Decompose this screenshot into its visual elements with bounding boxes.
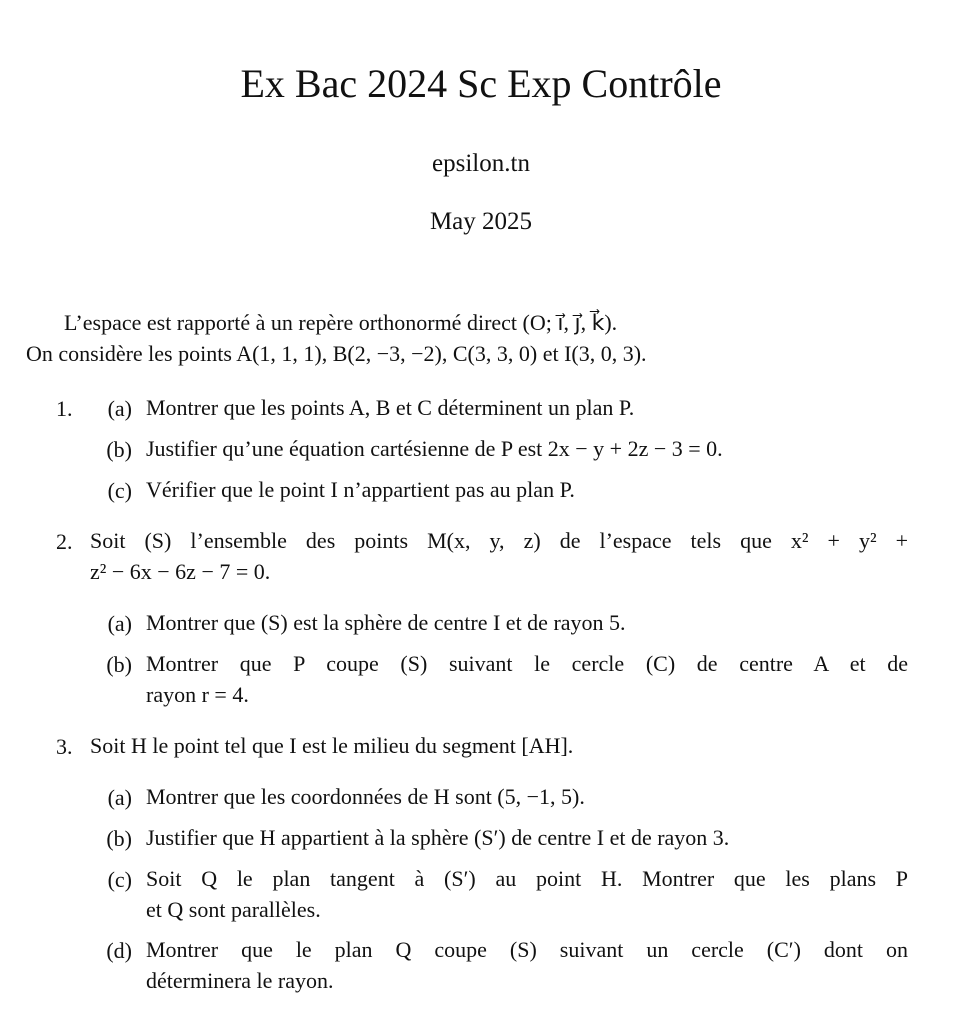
q2-a-label: (a) — [107, 611, 132, 636]
q2-b-text-line-2: rayon r = 4. — [146, 682, 249, 707]
q1-c-text: Vérifier que le point I n’appartient pas au plan P. — [146, 477, 575, 502]
q3-a-label: (a) — [107, 785, 132, 810]
q2-stem-line-2: z² − 6x − 6z − 7 = 0. — [90, 559, 271, 584]
document-author: epsilon.tn — [432, 150, 530, 177]
q1-a-text: Montrer que les points A, B et C déterminent un plan P. — [146, 395, 635, 420]
q3-d-label: (d) — [106, 938, 132, 963]
q3-c-text-line-2: et Q sont parallèles. — [146, 897, 321, 922]
q1-b-text: Justifier qu’une équation cartésienne de P est 2x − y + 2z − 3 = 0. — [146, 436, 723, 461]
q3-b-label: (b) — [106, 826, 132, 851]
intro-line-2: On considère les points A(1, 1, 1), B(2, −3, −2), C(3, 3, 0) et I(3, 0, 3). — [26, 341, 647, 366]
q1-number: 1. — [56, 396, 73, 421]
q3-stem: Soit H le point tel que I est le milieu du segment [AH]. — [90, 733, 574, 758]
q3-c-text-line-1: Soit Q le plan tangent à (S′) au point H. Montrer que les plans P — [146, 866, 908, 891]
q3-d-text-line-1: Montrer que le plan Q coupe (S) suivant un cercle (C′) dont on — [146, 937, 908, 962]
q2-stem-line-1: Soit (S) l’ensemble des points M(x, y, z) de l’espace tels que x² + y² + — [90, 528, 908, 553]
q3-d-text-line-2: déterminera le rayon. — [146, 968, 334, 993]
document-title: Ex Bac 2024 Sc Exp Contrôle — [240, 61, 722, 106]
q2-b-label: (b) — [106, 652, 132, 677]
q1-b-label: (b) — [106, 437, 132, 462]
q1-c-label: (c) — [107, 478, 132, 503]
q3-number: 3. — [56, 734, 73, 759]
q2-a-text: Montrer que (S) est la sphère de centre I et de rayon 5. — [146, 610, 626, 635]
q3-c-label: (c) — [107, 867, 132, 892]
q2-number: 2. — [56, 529, 73, 554]
q2-b-text-line-1: Montrer que P coupe (S) suivant le cercle (C) de centre A et de — [146, 651, 908, 676]
q1-a-label: (a) — [107, 396, 132, 421]
q3-b-text: Justifier que H appartient à la sphère (S′) de centre I et de rayon 3. — [146, 825, 730, 850]
document-date: May 2025 — [429, 208, 533, 235]
q3-a-text: Montrer que les coordonnées de H sont (5, −1, 5). — [146, 784, 585, 809]
intro-line-1: L’espace est rapporté à un repère orthonormé direct (O; i⃗, j⃗, k⃗). — [64, 310, 618, 335]
